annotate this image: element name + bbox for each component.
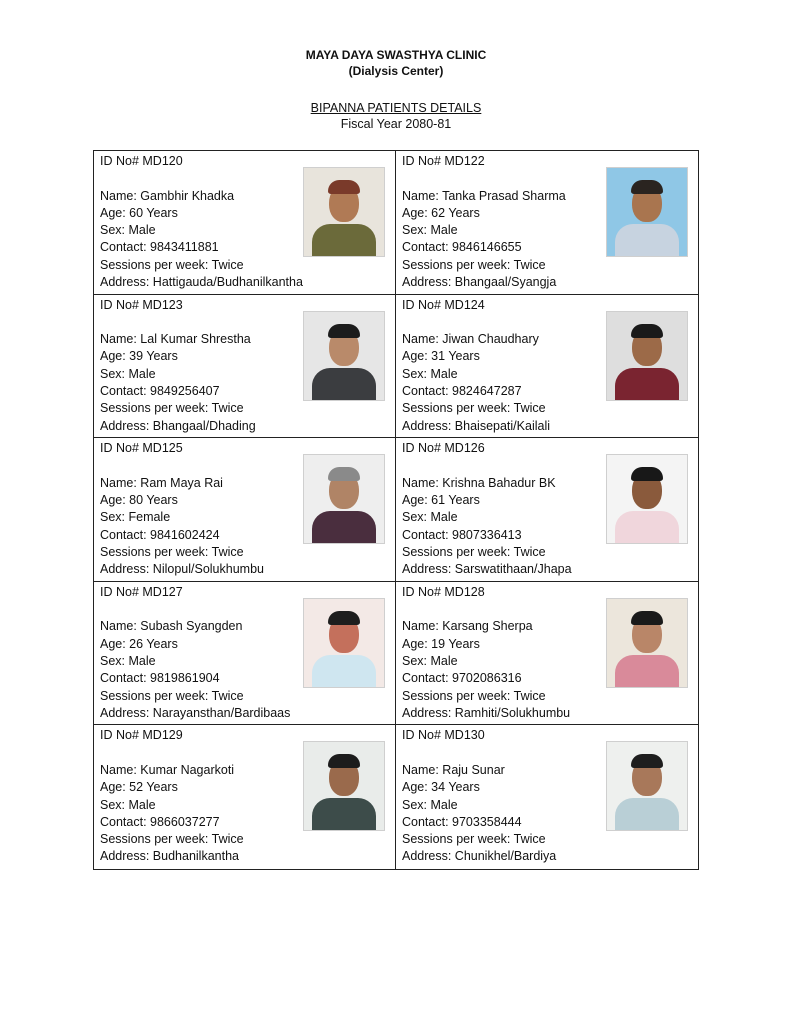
patient-id: ID No# MD123	[100, 297, 183, 312]
patient-sex: Sex: Male	[402, 653, 458, 668]
patient-address: Address: Bhaisepati/Kailali	[402, 418, 550, 433]
photo-hair	[328, 180, 360, 194]
photo-hair	[631, 324, 663, 338]
patient-sessions: Sessions per week: Twice	[100, 688, 244, 703]
patient-contact: Contact: 9824647287	[402, 384, 522, 399]
patient-address: Address: Hattigauda/Budhanilkantha	[100, 275, 303, 290]
patient-name: Name: Lal Kumar Shrestha	[100, 332, 251, 347]
patient-age: Age: 80 Years	[100, 493, 178, 508]
patient-card	[396, 438, 698, 582]
patient-card	[396, 582, 698, 726]
patient-id: ID No# MD124	[402, 297, 485, 312]
patient-id: ID No# MD127	[100, 584, 183, 599]
patient-card	[396, 725, 698, 869]
patient-age: Age: 31 Years	[402, 349, 480, 364]
patient-address: Address: Narayansthan/Bardibaas	[100, 705, 291, 720]
patient-address: Address: Bhangaal/Syangja	[402, 275, 557, 290]
patient-card	[94, 438, 396, 582]
patient-sex: Sex: Male	[402, 797, 458, 812]
patient-photo	[606, 311, 688, 401]
clinic-subtitle: (Dialysis Center)	[348, 64, 444, 78]
patient-id: ID No# MD125	[100, 441, 183, 456]
photo-torso	[312, 368, 376, 400]
photo-torso	[312, 655, 376, 687]
patient-sessions: Sessions per week: Twice	[402, 832, 546, 847]
patient-address: Address: Ramhiti/Solukhumbu	[402, 705, 571, 720]
patient-sex: Sex: Male	[402, 366, 458, 381]
patient-age: Age: 34 Years	[402, 780, 480, 795]
photo-torso	[615, 511, 679, 543]
photo-torso	[312, 511, 376, 543]
patient-sex: Sex: Male	[100, 223, 156, 238]
patient-age: Age: 61 Years	[402, 493, 480, 508]
patient-age: Age: 62 Years	[402, 205, 480, 220]
patient-photo	[303, 741, 385, 831]
patient-contact: Contact: 9843411881	[100, 240, 219, 255]
patient-card	[94, 725, 396, 869]
patient-contact: Contact: 9807336413	[402, 527, 522, 542]
patient-sessions: Sessions per week: Twice	[100, 401, 244, 416]
patient-contact: Contact: 9846146655	[402, 240, 522, 255]
photo-hair	[631, 180, 663, 194]
patient-age: Age: 52 Years	[100, 780, 178, 795]
patient-id: ID No# MD130	[402, 728, 485, 743]
patient-sex: Sex: Male	[100, 797, 156, 812]
patient-id: ID No# MD120	[100, 154, 183, 168]
photo-hair	[328, 467, 360, 481]
photo-hair	[328, 611, 360, 625]
patient-card	[94, 582, 396, 726]
patient-address: Address: Nilopul/Solukhumbu	[100, 562, 264, 577]
patient-name: Name: Jiwan Chaudhary	[402, 332, 539, 347]
patient-id: ID No# MD122	[402, 154, 485, 168]
patient-id: ID No# MD129	[100, 728, 183, 743]
patient-sex: Sex: Male	[402, 223, 458, 238]
document-subheader	[0, 100, 792, 132]
patient-contact: Contact: 9819861904	[100, 671, 220, 686]
patient-address: Address: Bhangaal/Dhading	[100, 418, 256, 433]
patient-sex: Sex: Male	[100, 366, 156, 381]
patient-age: Age: 26 Years	[100, 636, 178, 651]
photo-torso	[615, 655, 679, 687]
photo-torso	[615, 368, 679, 400]
patient-sessions: Sessions per week: Twice	[402, 544, 546, 559]
patient-age: Age: 19 Years	[402, 636, 480, 651]
patient-sessions: Sessions per week: Twice	[100, 544, 244, 559]
patient-address: Address: Sarswatithaan/Jhapa	[402, 562, 572, 577]
patient-photo	[606, 454, 688, 544]
patient-name: Name: Raju Sunar	[402, 762, 505, 777]
patient-name: Name: Gambhir Khadka	[100, 188, 235, 203]
document-header	[0, 47, 792, 79]
patient-address: Address: Chunikhel/Bardiya	[402, 849, 557, 864]
patient-sex: Sex: Male	[402, 510, 458, 525]
patient-sessions: Sessions per week: Twice	[402, 257, 546, 272]
patient-name: Name: Karsang Sherpa	[402, 619, 533, 634]
patient-contact: Contact: 9866037277	[100, 814, 220, 829]
patient-sessions: Sessions per week: Twice	[402, 688, 546, 703]
photo-hair	[328, 754, 360, 768]
patient-id: ID No# MD126	[402, 441, 485, 456]
patient-age: Age: 60 Years	[100, 205, 178, 220]
patient-contact: Contact: 9841602424	[100, 527, 220, 542]
photo-hair	[328, 324, 360, 338]
photo-torso	[615, 224, 679, 256]
patient-address: Address: Budhanilkantha	[100, 849, 239, 864]
patients-table	[93, 150, 699, 870]
photo-torso	[615, 798, 679, 830]
patient-card	[396, 151, 698, 295]
patient-name: Name: Krishna Bahadur BK	[402, 475, 556, 490]
patient-sex: Sex: Male	[100, 653, 156, 668]
patient-name: Name: Tanka Prasad Sharma	[402, 188, 566, 203]
patient-photo	[303, 311, 385, 401]
patient-photo	[606, 741, 688, 831]
photo-torso	[312, 224, 376, 256]
patient-photo	[303, 598, 385, 688]
patient-sex: Sex: Female	[100, 510, 171, 525]
patient-photo	[303, 454, 385, 544]
photo-torso	[312, 798, 376, 830]
patient-card	[396, 295, 698, 439]
patient-sessions: Sessions per week: Twice	[100, 257, 244, 272]
patient-contact: Contact: 9703358444	[402, 814, 522, 829]
patient-sessions: Sessions per week: Twice	[402, 401, 546, 416]
patient-card	[94, 151, 396, 295]
patient-name: Name: Ram Maya Rai	[100, 475, 223, 490]
patient-card	[94, 295, 396, 439]
document-title: BIPANNA PATIENTS DETAILS	[310, 101, 482, 115]
patient-name: Name: Subash Syangden	[100, 619, 243, 634]
patient-name: Name: Kumar Nagarkoti	[100, 762, 235, 777]
patient-contact: Contact: 9702086316	[402, 671, 522, 686]
patient-age: Age: 39 Years	[100, 349, 178, 364]
patient-photo	[606, 167, 688, 257]
patient-contact: Contact: 9849256407	[100, 384, 220, 399]
photo-hair	[631, 611, 663, 625]
fiscal-year: Fiscal Year 2080-81	[340, 117, 452, 131]
patient-sessions: Sessions per week: Twice	[100, 832, 244, 847]
patient-id: ID No# MD128	[402, 584, 485, 599]
photo-hair	[631, 754, 663, 768]
photo-hair	[631, 467, 663, 481]
patient-photo	[606, 598, 688, 688]
patient-photo	[303, 167, 385, 257]
clinic-name: MAYA DAYA SWASTHYA CLINIC	[305, 48, 487, 62]
